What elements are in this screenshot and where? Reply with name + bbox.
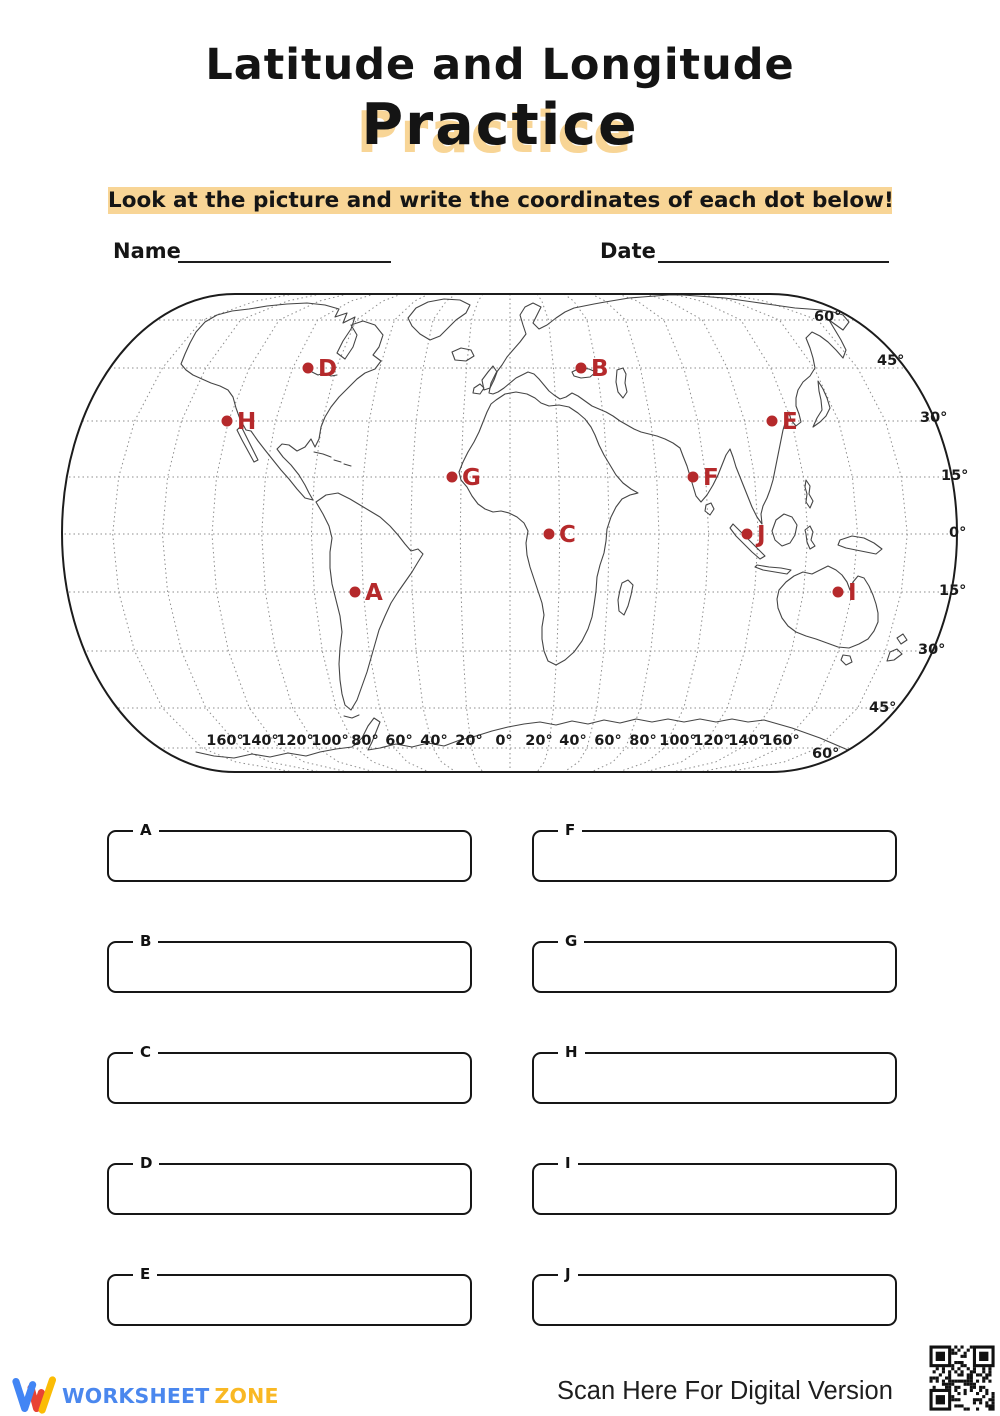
latitude-label: 0° [949,525,967,541]
map-dot-label-b: B [591,356,609,382]
caspian-sea [616,368,627,398]
map-dot-label-j: J [757,522,766,548]
sumatra [730,524,765,559]
map-dot-j [742,529,753,540]
great-lakes [312,372,337,376]
madagascar [618,580,633,615]
answer-box-d[interactable] [107,1154,472,1215]
map-dot-h [222,416,233,427]
continent-outlines [181,295,907,758]
longitude-label: 60° [594,733,622,749]
answer-box-i[interactable] [532,1154,897,1215]
answer-box-letter: G [558,932,584,950]
japan [813,381,830,427]
meridian-line [618,294,708,772]
longitude-label: 60° [385,733,413,749]
answer-box-letter: F [558,821,582,839]
new-guinea [838,536,882,554]
longitude-label: 80° [351,733,379,749]
latitude-label: 60° [814,309,842,325]
longitude-label: 40° [420,733,448,749]
meridian-line [591,294,659,772]
date-label: Date [600,239,656,263]
map-dot-c [544,529,555,540]
instruction-banner: Look at the picture and write the coordinates of each dot below! [108,188,894,213]
meridian-line [162,294,320,772]
map-dot-g [447,472,458,483]
meridian-line [361,294,429,772]
borneo [772,514,797,546]
map-dot-label-h: H [237,409,257,435]
answer-box-letter: H [558,1043,585,1061]
meridian-line [700,294,858,772]
tasmania [841,655,852,665]
meridian-line [262,294,375,772]
answer-box-letter: A [133,821,159,839]
map-dot-b [576,363,587,374]
latitude-label: 15° [941,468,969,484]
meridian-line [645,294,758,772]
map-dot-f [688,472,699,483]
answer-box-letter: C [133,1043,158,1061]
map-dot-label-d: D [318,356,338,382]
longitude-label: 140° [241,733,279,749]
caribbean-islands [314,452,351,466]
map-dot-a [350,587,361,598]
black-sea [572,368,596,378]
longitude-label: 0° [495,733,513,749]
qr-code [928,1344,996,1412]
answer-box-letter: B [133,932,158,950]
worksheetzone-logo-icon [12,1372,58,1416]
map-outline [62,294,957,772]
baja-peninsula [237,426,258,462]
longitude-label: 40° [559,733,587,749]
answer-box-letter: D [133,1154,159,1172]
meridian-line [564,294,609,772]
longitude-label: 160° [762,733,800,749]
page-title: Latitude and Longitude [205,40,795,90]
meridian-line [113,294,294,772]
answer-box-a[interactable] [107,821,472,882]
answer-box-c[interactable] [107,1043,472,1104]
eurasia [489,295,849,524]
date-input-line[interactable] [658,261,889,263]
map-graticule [60,294,958,772]
brand-word-worksheet: WORKSHEET [62,1384,210,1408]
longitude-label: 140° [728,733,766,749]
iceland [452,348,474,361]
latitude-labels [812,309,968,762]
answer-box-j[interactable] [532,1265,897,1326]
sri-lanka [705,503,714,515]
answer-box-letter: I [558,1154,578,1172]
map-dots [222,356,857,606]
brand-word-zone: ZONE [214,1384,279,1408]
answer-box-e[interactable] [107,1265,472,1326]
meridian-line [212,294,348,772]
longitude-label: 20° [525,733,553,749]
map-dot-e [767,416,778,427]
greenland [408,299,470,340]
philippines [805,480,813,508]
africa [459,392,638,665]
meridian-line [727,294,908,772]
antarctica [196,718,848,758]
map-dot-label-c: C [559,522,576,548]
answer-box-letter: E [133,1265,157,1283]
latitude-label: 15° [939,583,967,599]
new-zealand [887,634,907,661]
map-dot-i [833,587,844,598]
map-dot-label-i: I [848,580,857,606]
map-dot-label-e: E [782,409,798,435]
longitude-label: 100° [311,733,349,749]
longitude-label: 120° [276,733,314,749]
meridian-line [672,294,808,772]
meridian-line [537,294,560,772]
australia [777,566,878,648]
longitude-label: 100° [659,733,697,749]
map-dot-label-f: F [703,465,719,491]
map-dot-label-a: A [365,580,383,606]
latitude-label: 45° [877,353,905,369]
name-input-line[interactable] [178,261,391,263]
sulawesi [805,526,815,549]
scan-here-text: Scan Here For Digital Version [557,1377,893,1405]
south-america [316,493,423,710]
latitude-label: 45° [869,700,897,716]
answer-box-letter: J [558,1265,578,1283]
meridian-line [411,294,456,772]
name-label: Name [113,239,181,263]
north-america [181,303,383,500]
java [755,565,791,574]
latitude-label: 60° [812,746,840,762]
latitude-label: 30° [918,642,946,658]
meridian-line [311,294,401,772]
tierra-del-fuego [344,715,359,718]
latitude-label: 30° [920,410,948,426]
answer-box-f[interactable] [532,821,897,882]
page-subtitle: Practice [361,92,639,158]
longitude-labels [206,733,800,749]
map-dot-d [303,363,314,374]
meridian-line [460,294,483,772]
map-dot-label-g: G [462,465,481,491]
worksheetzone-brand [62,1384,279,1408]
longitude-label: 120° [693,733,731,749]
longitude-label: 80° [629,733,657,749]
longitude-label: 20° [455,733,483,749]
british-isles [473,366,497,394]
answer-box-h[interactable] [532,1043,897,1104]
answer-box-b[interactable] [107,932,472,993]
longitude-label: 160° [206,733,244,749]
answer-box-g[interactable] [532,932,897,993]
